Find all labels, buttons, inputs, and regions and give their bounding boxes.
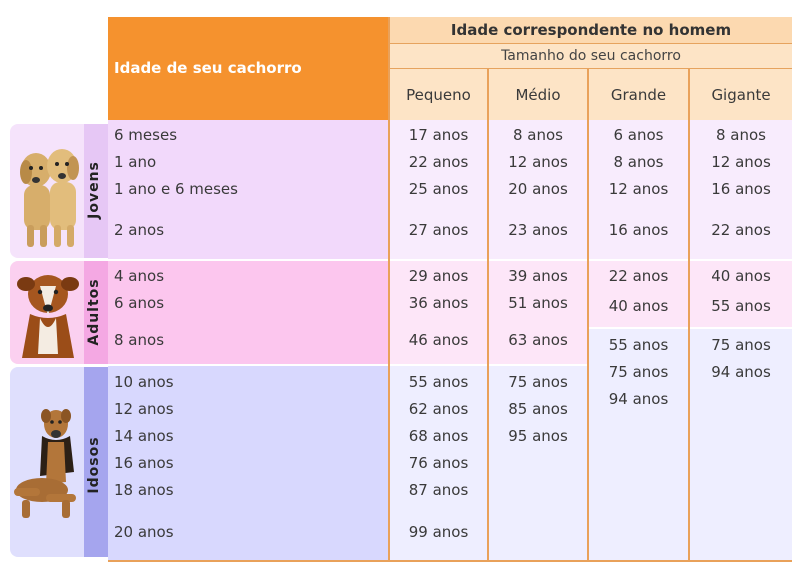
gigante-idosos-2: 94 anos bbox=[711, 363, 771, 381]
grande-idosos-2: 75 anos bbox=[608, 363, 669, 381]
pequeno-6-anos: 36 anos bbox=[408, 294, 469, 312]
gigante-4-anos: 40 anos bbox=[711, 267, 771, 285]
col-header-grande: Grande bbox=[610, 86, 667, 104]
pequeno-4-anos: 29 anos bbox=[408, 267, 469, 285]
medio-4-anos: 39 anos bbox=[508, 267, 568, 285]
separator-adultos-idosos bbox=[108, 364, 588, 366]
pequeno-14-anos: 68 anos bbox=[408, 427, 469, 445]
medio-12-anos: 85 anos bbox=[508, 400, 568, 418]
pequeno-1-ano-6-meses: 25 anos bbox=[408, 180, 469, 198]
two-puppies-photo bbox=[12, 130, 84, 250]
medio-1-ano: 12 anos bbox=[508, 153, 568, 171]
medio-10-anos: 75 anos bbox=[508, 373, 568, 391]
pequeno-6-meses: 17 anos bbox=[408, 126, 469, 144]
pequeno-8-anos: 46 anos bbox=[408, 331, 469, 349]
group-label-adultos: Adultos bbox=[86, 278, 102, 346]
age-6-anos: 6 anos bbox=[114, 294, 165, 312]
age-1-ano: 1 ano bbox=[114, 153, 157, 171]
col-header-medio: Médio bbox=[515, 86, 561, 104]
medio-8-anos: 63 anos bbox=[508, 331, 568, 349]
grande-6-meses: 6 anos bbox=[613, 126, 664, 144]
group-label-jovens: Jovens bbox=[86, 161, 102, 219]
grande-idosos-1: 55 anos bbox=[608, 336, 669, 354]
pequeno-12-anos: 62 anos bbox=[408, 400, 469, 418]
col-header-gigante: Gigante bbox=[711, 86, 771, 104]
grande-6-anos: 40 anos bbox=[608, 297, 669, 315]
pequeno-10-anos: 55 anos bbox=[408, 373, 469, 391]
gigante-6-anos: 55 anos bbox=[711, 297, 771, 315]
age-6-meses: 6 meses bbox=[114, 126, 178, 144]
grande-2-anos: 16 anos bbox=[608, 221, 669, 239]
adult-dog-photo bbox=[12, 266, 84, 360]
medio-6-meses: 8 anos bbox=[512, 126, 563, 144]
gigante-2-anos: 22 anos bbox=[711, 221, 771, 239]
separator-grande-gigante bbox=[588, 327, 792, 329]
pequeno-16-anos: 76 anos bbox=[408, 454, 469, 472]
senior-dog-photo bbox=[12, 402, 84, 524]
age-14-anos: 14 anos bbox=[114, 427, 174, 445]
gigante-1-ano: 12 anos bbox=[711, 153, 771, 171]
main-title: Idade correspondente no homem bbox=[450, 21, 732, 39]
pequeno-2-anos: 27 anos bbox=[408, 221, 469, 239]
medio-6-anos: 51 anos bbox=[508, 294, 568, 312]
grande-4-anos: 22 anos bbox=[608, 267, 669, 285]
bottom-border bbox=[108, 560, 792, 562]
gigante-1-ano-6-meses: 16 anos bbox=[711, 180, 771, 198]
grande-1-ano: 8 anos bbox=[613, 153, 664, 171]
age-10-anos: 10 anos bbox=[114, 373, 174, 391]
pequeno-20-anos: 99 anos bbox=[408, 523, 469, 541]
age-18-anos: 18 anos bbox=[114, 481, 174, 499]
sub-title-cell bbox=[390, 44, 792, 69]
age-12-anos: 12 anos bbox=[114, 400, 174, 418]
corner-header bbox=[108, 17, 390, 120]
medio-1-ano-6-meses: 20 anos bbox=[508, 180, 568, 198]
age-4-anos: 4 anos bbox=[114, 267, 165, 285]
age-2-anos: 2 anos bbox=[114, 221, 165, 239]
grande-idosos-3: 94 anos bbox=[608, 390, 669, 408]
pequeno-18-anos: 87 anos bbox=[408, 481, 469, 499]
grande-1-ano-6-meses: 12 anos bbox=[608, 180, 669, 198]
medio-2-anos: 23 anos bbox=[508, 221, 568, 239]
gigante-6-meses: 8 anos bbox=[715, 126, 766, 144]
group-label-idosos: Idosos bbox=[86, 436, 102, 494]
age-1-ano-6-meses: 1 ano e 6 meses bbox=[114, 180, 238, 198]
col-header-pequeno: Pequeno bbox=[406, 86, 471, 104]
pequeno-1-ano: 22 anos bbox=[408, 153, 469, 171]
corner-title: Idade de seu cachorro bbox=[114, 59, 302, 77]
sub-title: Tamanho do seu cachorro bbox=[501, 48, 681, 64]
gigante-idosos-1: 75 anos bbox=[711, 336, 771, 354]
age-20-anos: 20 anos bbox=[114, 523, 174, 541]
main-title-cell bbox=[390, 17, 792, 44]
medio-14-anos: 95 anos bbox=[508, 427, 568, 445]
age-16-anos: 16 anos bbox=[114, 454, 174, 472]
age-8-anos: 8 anos bbox=[114, 331, 165, 349]
